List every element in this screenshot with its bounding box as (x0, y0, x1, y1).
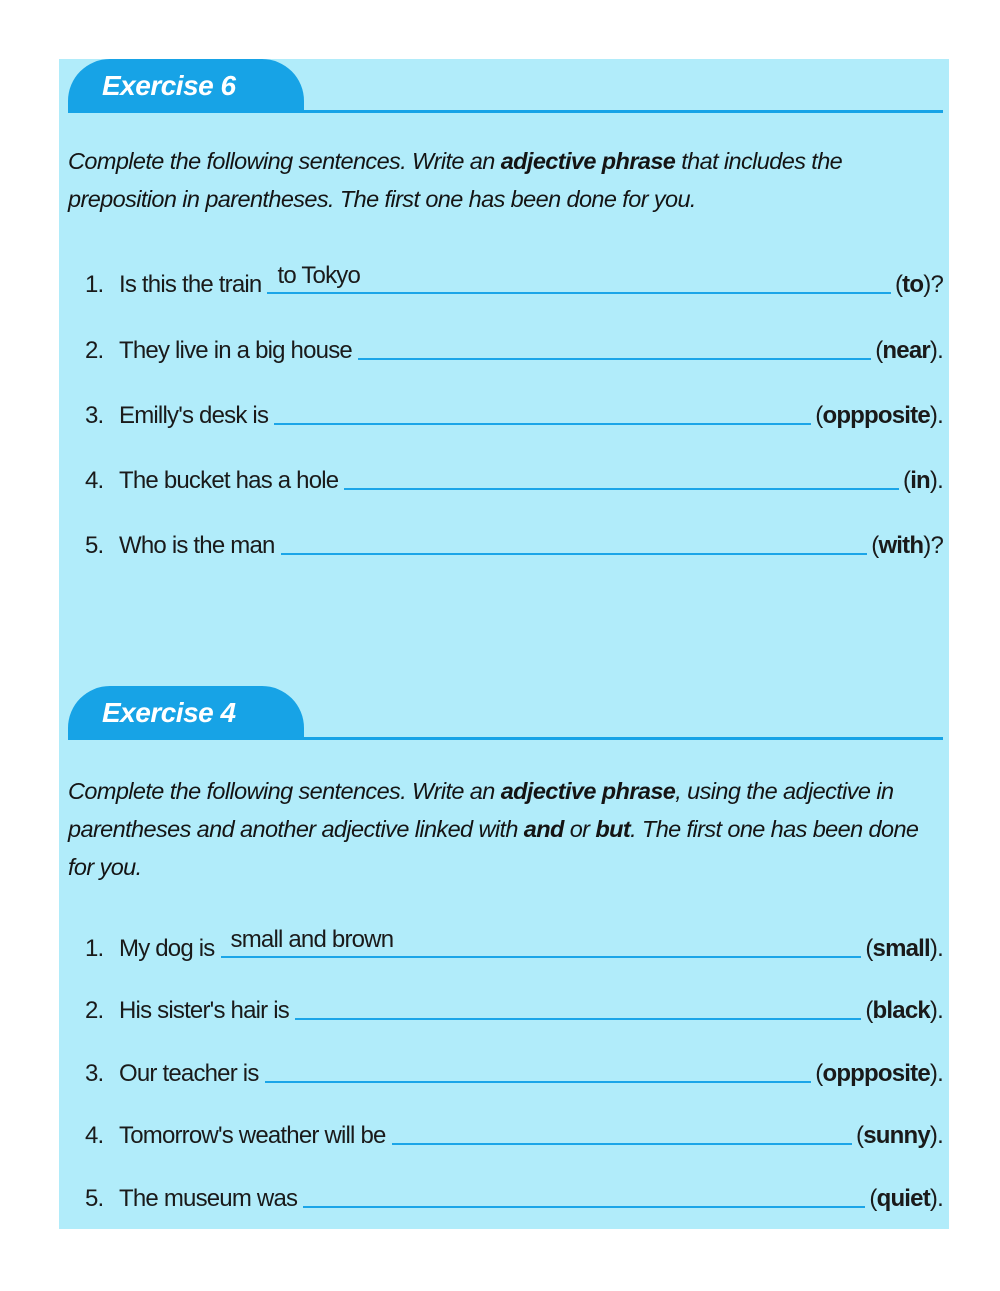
item-prompt: They live in a big house (119, 337, 352, 364)
answer-text: to Tokyo (277, 262, 361, 289)
instr-text: or (563, 816, 596, 842)
end-punct: . (937, 467, 943, 494)
exercise-6-title: Exercise 6 (68, 59, 304, 112)
answer-blank[interactable] (344, 458, 899, 490)
end-punct: . (937, 402, 943, 429)
item-number: 4. (85, 1122, 104, 1149)
instr-bold: and (523, 816, 564, 842)
instr-text: that includes the preposition in parentheses. The first one has been done for you. (68, 148, 843, 212)
instr-bold: adjective phrase (500, 148, 676, 174)
exercise-4-instructions (68, 772, 938, 886)
answer-blank[interactable] (281, 523, 868, 555)
answer-blank[interactable] (267, 262, 890, 294)
preposition: near (882, 337, 930, 364)
item-number: 5. (85, 532, 104, 559)
exercise-4-item-1 (85, 923, 943, 963)
end-punct: . (937, 1122, 943, 1149)
item-number: 2. (85, 997, 104, 1024)
preposition: in (910, 467, 930, 494)
adjective-hint: (sunny). (856, 1122, 943, 1149)
instr-bold: adjective phrase (500, 778, 676, 804)
adjective: sunny (863, 1122, 930, 1149)
exercise-4-item-2 (85, 985, 943, 1025)
answer-blank[interactable] (392, 1113, 852, 1145)
item-prompt: Is this the train (119, 271, 262, 298)
item-number: 2. (85, 337, 104, 364)
item-prompt: The museum was (119, 1185, 298, 1212)
answer-blank[interactable] (221, 926, 862, 958)
exercise-6-instructions (68, 142, 938, 218)
item-number: 1. (85, 935, 104, 962)
adjective-hint: (quiet). (869, 1185, 943, 1212)
exercise-6-item-5 (85, 520, 943, 560)
item-prompt: My dog is (119, 935, 215, 962)
exercise-6-item-2 (85, 325, 943, 365)
adjective-hint: (small). (865, 935, 943, 962)
end-punct: ? (930, 532, 943, 559)
preposition: to (902, 271, 924, 298)
preposition-hint: (oppposite). (815, 402, 943, 429)
adjective: black (872, 997, 930, 1024)
answer-text: small and brown (230, 926, 394, 953)
item-prompt: Our teacher is (119, 1060, 259, 1087)
item-prompt: The bucket has a hole (119, 467, 339, 494)
worksheet (59, 59, 949, 1229)
adjective-hint: (oppposite). (815, 1060, 943, 1087)
instr-text: . The first one has been done for you. (68, 816, 919, 880)
item-prompt: Tomorrow's weather will be (119, 1122, 386, 1149)
instr-text: Complete the following sentences. Write an (68, 148, 501, 174)
end-punct: . (937, 337, 943, 364)
end-punct: . (937, 997, 943, 1024)
answer-blank[interactable] (358, 328, 871, 360)
item-prompt: Who is the man (119, 532, 275, 559)
exercise-4-item-5 (85, 1173, 943, 1213)
item-number: 1. (85, 271, 104, 298)
answer-blank[interactable] (274, 393, 811, 425)
item-number: 4. (85, 467, 104, 494)
exercise-4-item-3 (85, 1048, 943, 1088)
end-punct: . (937, 935, 943, 962)
preposition-hint: (near). (875, 337, 943, 364)
item-prompt: Emilly's desk is (119, 402, 269, 429)
exercise-6-item-1 (85, 259, 943, 299)
instr-text: Complete the following sentences. Write an (68, 778, 501, 804)
exercise-4-title: Exercise 4 (68, 686, 304, 739)
answer-blank[interactable] (295, 988, 861, 1020)
exercise-6-item-4 (85, 455, 943, 495)
adjective: oppposite (822, 1060, 930, 1087)
end-punct: . (937, 1185, 943, 1212)
item-number: 3. (85, 1060, 104, 1087)
adjective-hint: (black). (865, 997, 943, 1024)
item-prompt: His sister's hair is (119, 997, 289, 1024)
adjective: quiet (876, 1185, 930, 1212)
preposition-hint: (with)? (871, 532, 943, 559)
instr-text: , using the adjective in parentheses and another adjective linked with (68, 778, 894, 842)
answer-blank[interactable] (303, 1176, 865, 1208)
preposition-hint: (to)? (894, 271, 943, 298)
item-number: 3. (85, 402, 104, 429)
header-rule (68, 737, 943, 740)
answer-blank[interactable] (265, 1051, 812, 1083)
end-punct: ? (930, 271, 943, 298)
preposition: with (878, 532, 924, 559)
item-number: 5. (85, 1185, 104, 1212)
preposition: oppposite (822, 402, 930, 429)
instr-bold: but (595, 816, 631, 842)
preposition-hint: (in). (902, 467, 943, 494)
exercise-4-item-4 (85, 1110, 943, 1150)
end-punct: . (937, 1060, 943, 1087)
exercise-6-item-3 (85, 390, 943, 430)
adjective: small (872, 935, 930, 962)
header-rule (68, 110, 943, 113)
